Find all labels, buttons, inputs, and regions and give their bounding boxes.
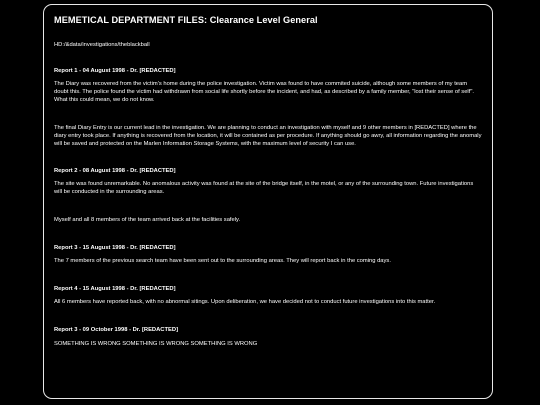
report-paragraph: Myself and all 8 members of the team arrived back at the facilities safely.: [54, 217, 241, 224]
report-paragraph: The site was found unremarkable. No anomalous activity was found at the site of the bridge itself, in the motel, or any of the surrounding town. Future investigations will be conducted in the surrounding areas.: [54, 181, 474, 196]
report-heading: Report 4 - 15 August 1998 - Dr. [REDACTED]: [54, 286, 176, 293]
report-paragraph: All 6 members have reported back, with no abnormal sitings. Upon deliberation, we have decided not to conduct future investigations into this matter.: [54, 299, 436, 306]
report-paragraph: The Diary was recovered from the victim's home during the police investigation. Victim was found to have commited suicide, although some members of my team doubt this. The police found the victim had withdrawn from social life shortly before the incident, and had, as described by a family member, "lost their sense of self". What this could mean, we do not know.: [54, 81, 474, 103]
report-paragraph: The 7 members of the previous search team have been sent out to the surrounding areas. They will report back in the coming days.: [54, 258, 391, 265]
report-heading: Report 3 - 15 August 1998 - Dr. [REDACTED]: [54, 245, 176, 252]
report-heading: Report 2 - 08 August 1998 - Dr. [REDACTED]: [54, 168, 176, 175]
page-title: MEMETICAL DEPARTMENT FILES: Clearance Level General: [54, 15, 318, 25]
report-paragraph: The final Diary Entry is our current lead in the investigation. We are planning to conduct an investigation with myself and 9 other members in [REDACTED] where the diary entry took place. If anything is recovered from the location, it will be contained as per procedure. If anything should go awry, all information regarding the anomaly will be saved and protected on the Marlen Information Storage Systems, with the maximum level of security I can use.: [54, 124, 482, 147]
report-2: [54, 168, 482, 225]
report-3: [54, 245, 482, 266]
file-path: HD:/&data/investigations/theblackball: [54, 42, 150, 48]
report-1: [54, 68, 482, 148]
report-4: [54, 286, 482, 307]
report-paragraph: SOMETHING IS WRONG SOMETHING IS WRONG SOMETHING IS WRONG: [54, 340, 258, 347]
report-heading: Report 3 - 09 October 1998 - Dr. [REDACTED]: [54, 326, 179, 333]
file-viewer-window: [43, 4, 493, 399]
report-heading: Report 1 - 04 August 1998 - Dr. [REDACTED]: [54, 68, 176, 74]
report-5: [54, 327, 482, 347]
